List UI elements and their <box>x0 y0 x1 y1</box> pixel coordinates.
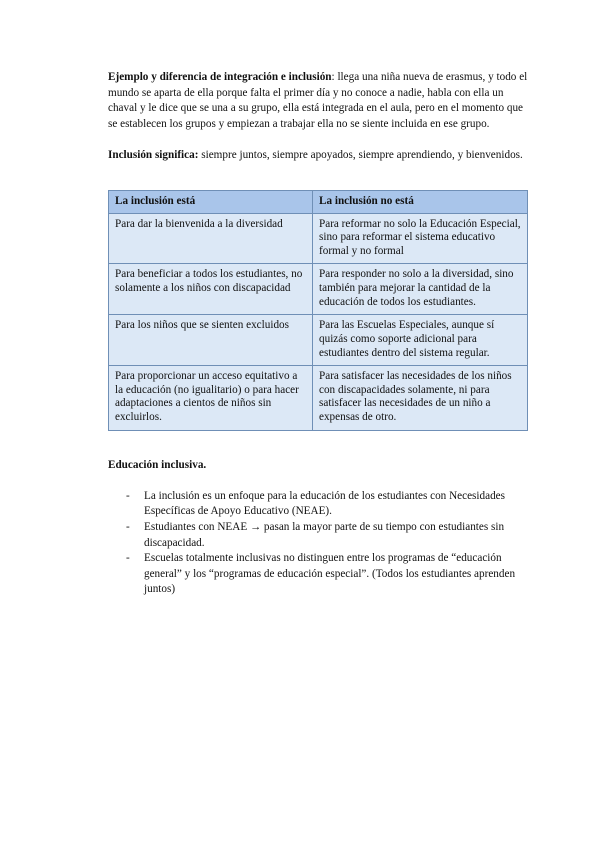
table-header-is-not: La inclusión no está <box>313 190 528 213</box>
table-header-is: La inclusión está <box>109 190 313 213</box>
section-heading: Educación inclusiva. <box>108 459 207 472</box>
list-item <box>108 551 528 598</box>
intro-paragraph <box>108 70 528 132</box>
table-row <box>109 366 528 431</box>
definition-term: Inclusión significa: <box>108 149 199 162</box>
table-row <box>109 315 528 366</box>
table-cell: Para dar la bienvenida a la diversidad <box>109 213 313 264</box>
inclusive-education-list <box>108 489 528 598</box>
document-page <box>108 70 528 598</box>
definition-text: siempre juntos, siempre apoyados, siempre aprendiendo, y bienvenidos. <box>198 149 523 162</box>
dash-bullet: - <box>126 489 130 502</box>
table-cell: Para responder no solo a la diversidad, sino también para mejorar la cantidad de la educación de todos los estudiantes. <box>313 264 528 315</box>
table-row <box>109 213 528 264</box>
list-item <box>108 489 528 520</box>
table-cell: Para beneficiar a todos los estudiantes, no solamente a los niños con discapacidad <box>109 264 313 315</box>
table-header-row <box>109 190 528 213</box>
list-item-text: Escuelas totalmente inclusivas no distinguen entre los programas de “educación general” y los “programas de educación especial”. (Todos los estudiantes aprenden juntos) <box>144 552 516 596</box>
inclusion-table <box>108 190 528 431</box>
list-item-text: Estudiantes con NEAE → pasan la mayor parte de su tiempo con estudiantes sin discapacidad. <box>144 520 505 549</box>
intro-text: : llega una niña nueva de erasmus, y todo el mundo se aparta de ella porque falta el primer día y no conoce a nadie, habla con ella un chaval y le dice que se una a su grupo, ella está integrada en el aula, pero en el momento que se establecen los grupos y empiezan a trabajar ella no se siente incluida en ese grupo. <box>108 71 528 130</box>
definition-paragraph <box>108 148 528 164</box>
intro-term: Ejemplo y diferencia de integración e inclusión <box>108 71 332 83</box>
table-cell: Para reformar no solo la Educación Especial, sino para reformar el sistema educativo formal y no formal <box>313 213 528 264</box>
table-row <box>109 264 528 315</box>
table-cell: Para las Escuelas Especiales, aunque sí quizás como soporte adicional para estudiantes dentro del sistema regular. <box>313 315 528 366</box>
table-cell: Para satisfacer las necesidades de los niños con discapacidades solamente, ni para satisfacer las necesidades de un niño a expensas de otro. <box>313 366 528 431</box>
table-cell: Para proporcionar un acceso equitativo a la educación (no igualitario) o para hacer adaptaciones a cientos de niños sin excluirlos. <box>109 366 313 431</box>
list-item-text: La inclusión es un enfoque para la educación de los estudiantes con Necesidades Específicas de Apoyo Educativo (NEAE). <box>144 489 505 518</box>
list-item <box>108 520 528 551</box>
dash-bullet: - <box>126 552 130 565</box>
dash-bullet: - <box>126 520 130 533</box>
table-cell: Para los niños que se sienten excluidos <box>109 315 313 366</box>
